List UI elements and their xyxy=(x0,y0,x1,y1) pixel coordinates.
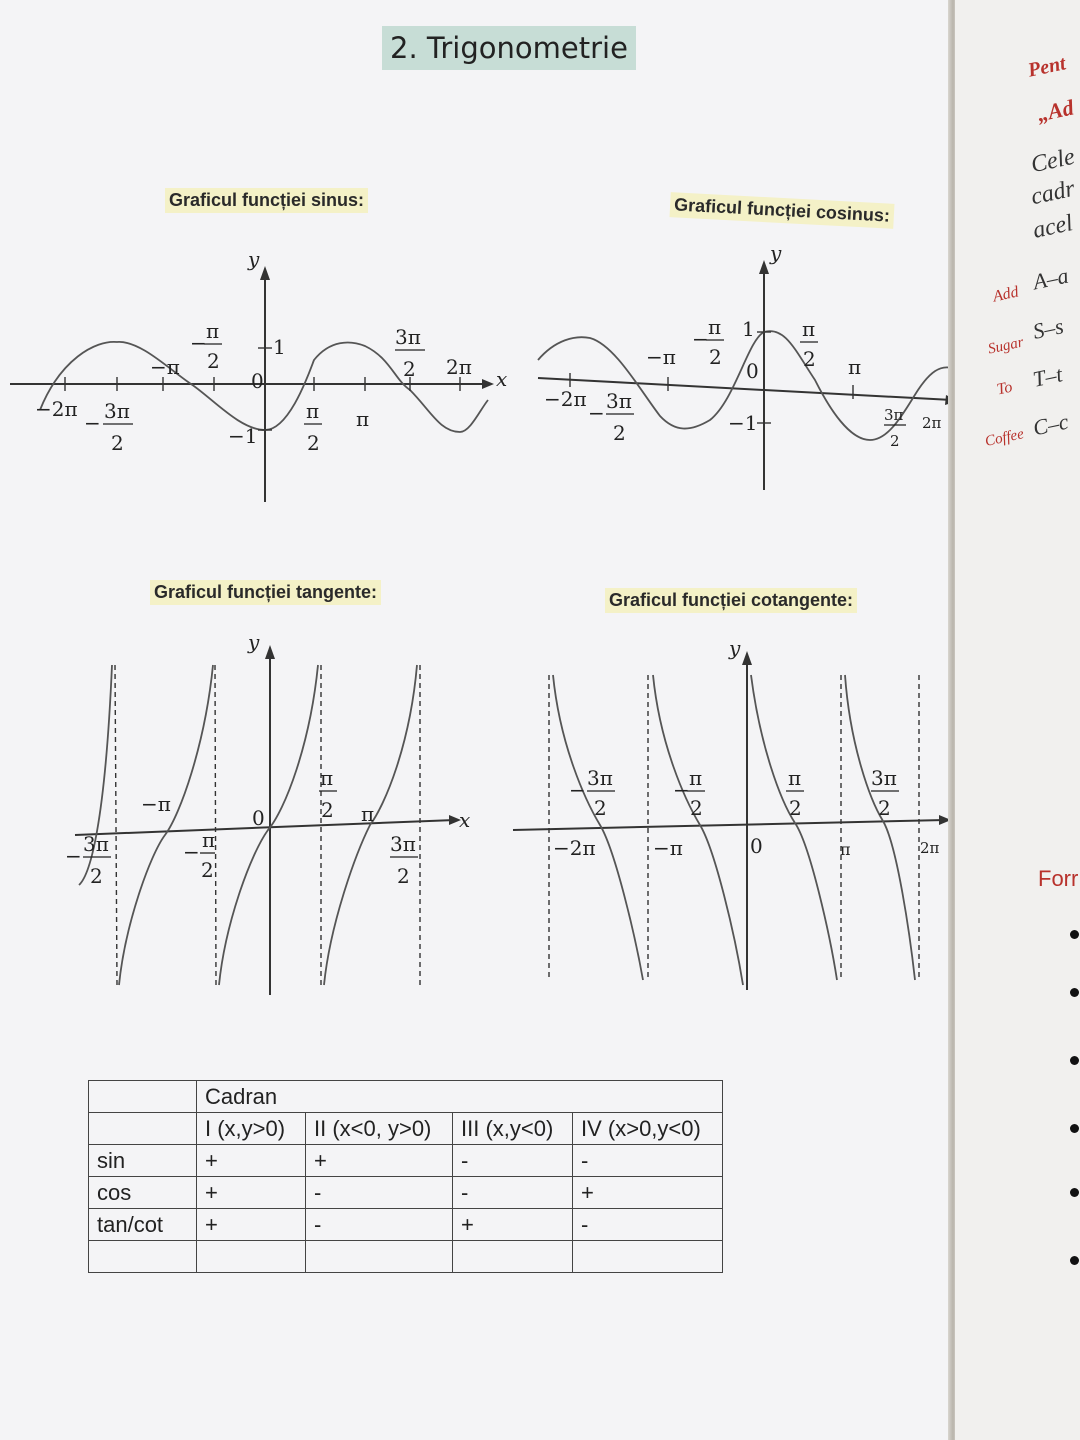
cosine-graph-title: Graficul funcției cosinus: xyxy=(669,192,894,229)
one-label: 1 xyxy=(742,317,755,341)
svg-text:2: 2 xyxy=(594,796,607,820)
x-axis xyxy=(513,820,945,830)
svg-text:3π: 3π xyxy=(884,406,904,424)
neg-one-label: −1 xyxy=(728,411,758,435)
facing-text: T–t xyxy=(1030,361,1065,392)
table-cell: - xyxy=(453,1177,573,1209)
svg-text:2: 2 xyxy=(709,345,722,369)
asymptote xyxy=(115,665,117,985)
svg-text:2: 2 xyxy=(201,858,214,882)
facing-text: Pent xyxy=(1026,52,1068,82)
y-axis-arrow xyxy=(759,260,769,274)
facing-text: Cele xyxy=(1028,143,1078,179)
sine-graph-title: Graficul funcției sinus: xyxy=(165,188,368,213)
cotangent-branch xyxy=(751,675,837,980)
table-header-row xyxy=(89,1081,723,1113)
table-cell: + xyxy=(197,1209,306,1241)
table-cell: - xyxy=(306,1177,453,1209)
facing-text: C–c xyxy=(1030,408,1071,441)
table-header-quadrant: IV (x>0,y<0) xyxy=(573,1113,723,1145)
svg-text:3π: 3π xyxy=(390,832,416,856)
svg-text:−: − xyxy=(692,327,709,351)
svg-text:−: − xyxy=(673,778,690,802)
bullet-icon xyxy=(1070,1124,1079,1133)
y-label: y xyxy=(248,247,260,271)
pi-label: π xyxy=(361,802,375,826)
table-row-label: cos xyxy=(89,1177,197,1209)
bullet-icon xyxy=(1070,1256,1079,1265)
y-label: y xyxy=(248,630,260,654)
x-label: x xyxy=(459,808,471,832)
svg-text:2: 2 xyxy=(878,796,891,820)
y-label: y xyxy=(729,636,741,660)
table-cell xyxy=(453,1241,573,1273)
table-cell xyxy=(306,1241,453,1273)
facing-text: Forr xyxy=(1038,866,1079,891)
asymptote xyxy=(215,665,216,985)
facing-text: „Ad xyxy=(1034,94,1076,127)
svg-text:π: π xyxy=(206,319,220,343)
bullet-icon xyxy=(1070,988,1079,997)
cotangent-graph xyxy=(505,635,945,1005)
three-pi-over-2-label: 3π xyxy=(395,325,421,349)
svg-text:2: 2 xyxy=(403,357,416,381)
table-row-label: tan/cot xyxy=(89,1209,197,1241)
table-row xyxy=(89,1113,723,1145)
svg-text:π: π xyxy=(202,828,216,852)
table-cell: - xyxy=(573,1145,723,1177)
neg-pi-label: −π xyxy=(653,836,683,860)
x-label: x xyxy=(496,367,508,391)
y-axis-arrow xyxy=(742,651,752,665)
table-cell xyxy=(197,1241,306,1273)
table-header-cadran: Cadran xyxy=(197,1081,723,1113)
svg-text:2: 2 xyxy=(90,864,103,888)
svg-text:3π: 3π xyxy=(871,766,897,790)
cosine-graph xyxy=(530,240,970,510)
facing-text: Coffee xyxy=(983,426,1026,450)
two-pi-label: 2π xyxy=(446,355,472,379)
svg-text:−: − xyxy=(190,331,207,355)
table-row-label xyxy=(89,1241,197,1273)
table-cell: + xyxy=(306,1145,453,1177)
origin-label: 0 xyxy=(251,369,264,393)
svg-text:−: − xyxy=(84,411,101,435)
origin-label: 0 xyxy=(252,806,265,830)
neg-pi-label: −π xyxy=(150,355,180,379)
pi-label: π xyxy=(848,355,862,379)
svg-text:2: 2 xyxy=(207,349,220,373)
facing-text: Sugar xyxy=(986,334,1026,358)
table-row xyxy=(89,1241,723,1273)
svg-text:2: 2 xyxy=(890,432,900,450)
svg-text:3π: 3π xyxy=(606,389,632,413)
cotangent-branch xyxy=(845,675,915,980)
table-row xyxy=(89,1209,723,1241)
table-cell xyxy=(573,1241,723,1273)
bullet-icon xyxy=(1070,1188,1079,1197)
table-cell xyxy=(89,1113,197,1145)
sine-graph xyxy=(0,240,520,510)
table-cell: + xyxy=(573,1177,723,1209)
facing-text: A–a xyxy=(1030,262,1071,295)
svg-text:2: 2 xyxy=(613,421,626,445)
pi-over-2-label: π xyxy=(788,766,802,790)
two-pi-label: 2π xyxy=(920,839,940,857)
cotangent-graph-title: Graficul funcției cotangente: xyxy=(605,588,857,613)
table-header-quadrant: II (x<0, y>0) xyxy=(306,1113,453,1145)
table-cell: + xyxy=(197,1177,306,1209)
facing-text: cadr xyxy=(1028,175,1078,211)
two-pi-label: 2π xyxy=(922,414,942,432)
pi-over-2-label: π xyxy=(320,766,334,790)
facing-text: Add xyxy=(991,283,1021,306)
svg-text:π: π xyxy=(708,315,722,339)
table-row-label: sin xyxy=(89,1145,197,1177)
origin-label: 0 xyxy=(750,834,763,858)
x-axis xyxy=(538,378,952,400)
table-cell: + xyxy=(453,1209,573,1241)
origin-label: 0 xyxy=(746,359,759,383)
table-row xyxy=(89,1177,723,1209)
svg-text:2: 2 xyxy=(307,431,320,455)
neg-pi-label: −π xyxy=(646,345,676,369)
facing-text: S–s xyxy=(1030,313,1066,344)
svg-text:−: − xyxy=(65,844,82,868)
neg-three-pi-over-2-num: 3π xyxy=(104,399,130,423)
facing-page xyxy=(955,0,1080,1440)
chapter-title: 2. Trigonometrie xyxy=(382,26,636,70)
bullet-icon xyxy=(1070,930,1079,939)
x-axis-arrow xyxy=(482,379,494,389)
table-header-quadrant: III (x,y<0) xyxy=(453,1113,573,1145)
svg-text:−: − xyxy=(569,778,586,802)
svg-text:2: 2 xyxy=(111,431,124,455)
svg-text:−: − xyxy=(183,840,200,864)
facing-text: acel xyxy=(1030,210,1076,244)
svg-text:2: 2 xyxy=(789,796,802,820)
y-label: y xyxy=(770,241,782,265)
y-axis-arrow xyxy=(265,645,275,659)
neg-two-pi-label: −2π xyxy=(544,387,587,411)
neg-one-label: −1 xyxy=(228,424,258,448)
table-header-quadrant: I (x,y>0) xyxy=(197,1113,306,1145)
pi-label: π xyxy=(840,840,851,859)
neg-pi-label: −π xyxy=(141,792,171,816)
svg-text:−: − xyxy=(588,401,605,425)
table-cell: - xyxy=(306,1209,453,1241)
svg-text:2: 2 xyxy=(397,864,410,888)
table-cell: - xyxy=(453,1145,573,1177)
cotangent-branch xyxy=(653,675,743,985)
svg-text:3π: 3π xyxy=(83,832,109,856)
neg-two-pi-label: −2π xyxy=(553,836,596,860)
tangent-graph-title: Graficul funcției tangente: xyxy=(150,580,381,605)
svg-text:π: π xyxy=(689,766,703,790)
table-cell: - xyxy=(573,1209,723,1241)
pi-over-2-label: π xyxy=(802,317,816,341)
quadrant-sign-table xyxy=(88,1080,723,1273)
neg-two-pi-label: −2π xyxy=(35,397,78,421)
tangent-branch xyxy=(119,665,216,985)
table-row xyxy=(89,1145,723,1177)
svg-text:2: 2 xyxy=(803,347,816,371)
tangent-graph xyxy=(55,625,485,1005)
facing-text: To xyxy=(995,378,1014,399)
bullet-icon xyxy=(1070,1056,1079,1065)
table-cell xyxy=(89,1081,197,1113)
svg-text:2: 2 xyxy=(690,796,703,820)
svg-text:2: 2 xyxy=(321,798,334,822)
svg-text:3π: 3π xyxy=(587,766,613,790)
table-cell: + xyxy=(197,1145,306,1177)
pi-label: π xyxy=(356,407,370,431)
pi-over-2-label: π xyxy=(306,399,320,423)
y-axis-arrow xyxy=(260,266,270,280)
one-label: 1 xyxy=(273,335,286,359)
